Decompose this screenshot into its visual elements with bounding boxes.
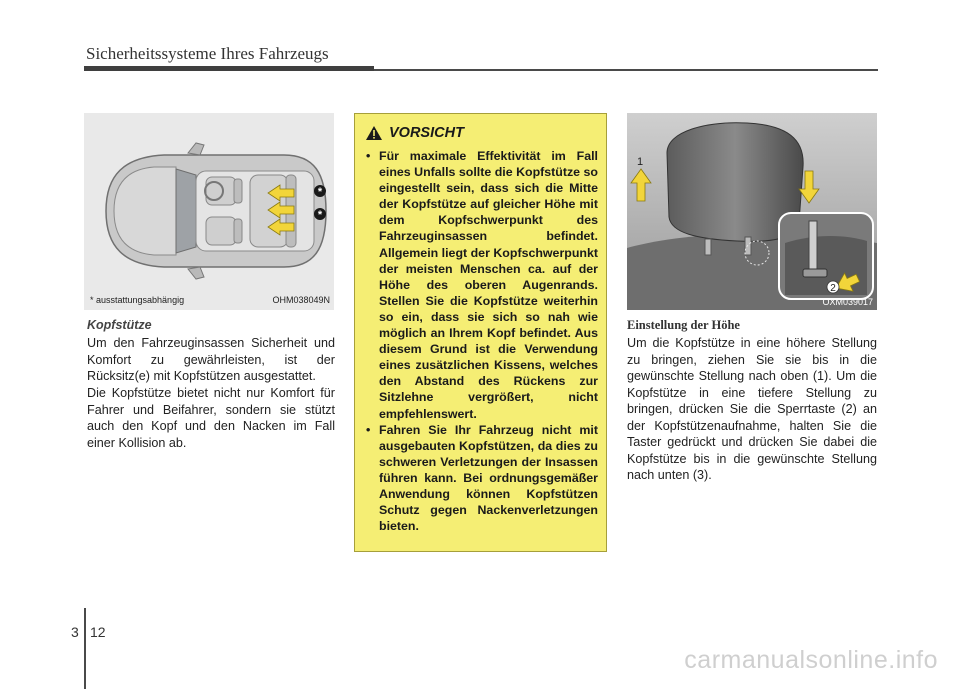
warning-icon [365, 125, 383, 141]
head-restraint-figure [627, 113, 877, 310]
star-marker-label: * [317, 209, 323, 221]
watermark: carmanualsonline.info [684, 646, 938, 674]
body-paragraph: Um den Fahrzeuginsassen Sicherheit und Komfort zu gewährleisten, ist der Rücksitz(e) mit Kopfstützen ausgestattet. [87, 336, 335, 383]
label-2: 2 [830, 283, 836, 294]
head-restraint-illustration [627, 113, 877, 310]
footer-rule [84, 608, 86, 689]
header-rule [374, 69, 878, 71]
caution-item: • Fahren Sie Ihr Fahrzeug nicht mit ausgebauten Kopfstützen, da dies zu schweren Verletzungen der Insassen führen kann. Bei ordnungsgemäßer Anwendung können Kopfstützen Schutz gegen Nackenverletzungen bieten. [365, 422, 598, 535]
figure-note: * ausstattungsabhängig [90, 295, 185, 305]
subsection-heading: Einstellung der Höhe [627, 318, 740, 332]
caution-item: • Für maximale Effektivität im Fall eines Unfalls sollte die Kopfstütze so eingestellt sein, dass sich die Mitte der Kopfstütze auf gleicher Höhe mit dem Kopfschwerpunkt des Fahrzeuginsassen befindet. Allgemein liegt der Kopfschwerpunkt der meisten Menschen ca. auf der Höhe des oberen Augenrands. Stellen Sie die Kopfstütze weiterhin so ein, dass sie sich so nah wie möglich an Ihrem Kopf befindet. Aus diesem Grund ist die Verwendung eines zusätzlichen Kissens, welches den Abstand des Rückens zur Sitzlehne vergrößert, nicht empfehlenswert. [365, 148, 598, 422]
body-paragraph: Um die Kopfstütze in eine höhere Stellung zu bringen, ziehen Sie sie bis in die gewünschte Stellung nach oben (1). Um die Kopfstütze in eine tiefere Stellung zu bringen, drücken Sie die Sperrtaste (2) an der Kopfstützenaufnahme, halten Sie die Taster gedrückt und drücken Sie dabei die Kopfstütze bis in die gewünschte Stellung nach unten (3). [627, 336, 877, 482]
star-marker-label: * [317, 186, 323, 198]
label-1: 1 [637, 156, 644, 168]
caution-box [354, 113, 607, 552]
header-bar [84, 66, 374, 71]
caution-title: VORSICHT [389, 125, 464, 141]
figure-code: OXM039017 [822, 297, 873, 307]
page-number: 12 [90, 624, 106, 640]
caution-header [365, 122, 464, 144]
car-top-view-illustration [84, 113, 334, 310]
inset-detail [779, 213, 873, 299]
chapter-number: 3 [71, 624, 79, 640]
page-title: Sicherheitssysteme Ihres Fahrzeugs [86, 44, 329, 63]
section-heading: Kopfstütze [87, 318, 152, 332]
body-paragraph: Die Kopfstütze bietet nicht nur Komfort für Fahrer und Beifahrer, sondern sie stützt auch den Kopf und den Nacken im Fall einer Kollision ab. [87, 386, 335, 450]
car-top-view-figure [84, 113, 334, 310]
caution-list [365, 148, 598, 534]
figure-code: OHM038049N [272, 295, 330, 305]
